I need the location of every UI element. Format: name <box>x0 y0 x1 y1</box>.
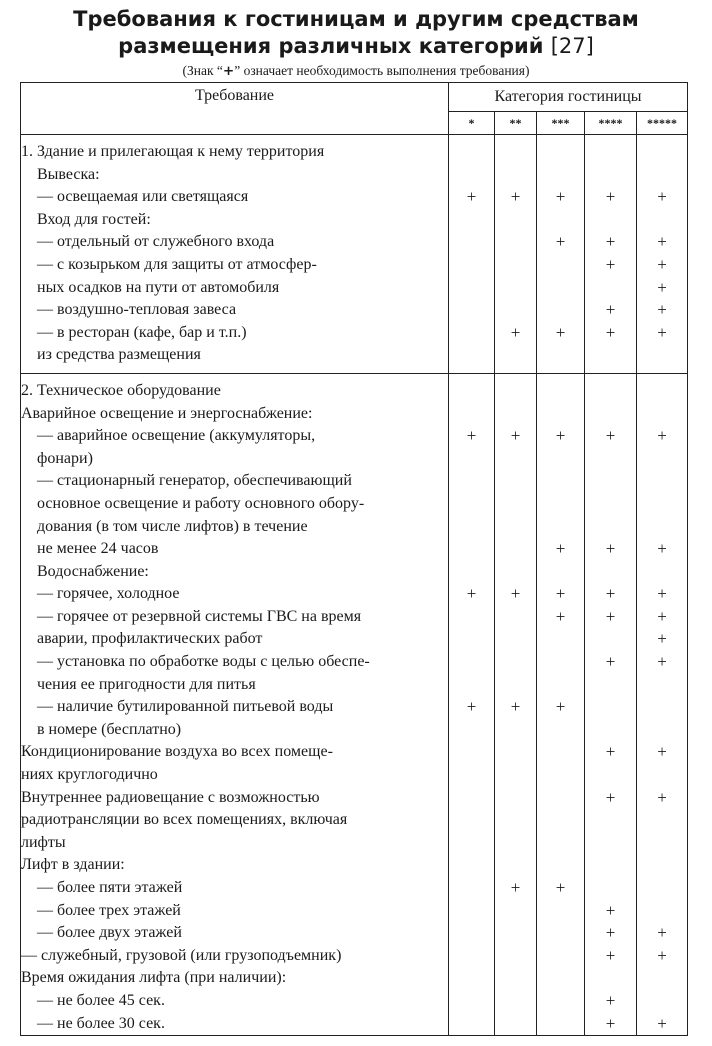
note-sign: + <box>222 63 235 79</box>
category-mark-2 <box>495 628 537 651</box>
requirements-table <box>20 82 688 1036</box>
category-mark-1 <box>449 344 495 367</box>
category-mark-5 <box>637 967 688 990</box>
category-mark-2 <box>495 209 537 232</box>
title-line-2-text: размещения различных категорий <box>118 34 544 58</box>
category-mark-3 <box>537 516 585 539</box>
category-mark-1: + <box>449 696 495 719</box>
requirement-cell: — более двух этажей <box>21 922 449 945</box>
category-mark-4 <box>585 277 637 300</box>
table-row <box>21 854 688 877</box>
category-mark-4: + <box>585 1013 637 1036</box>
category-mark-5 <box>637 380 688 403</box>
category-mark-3 <box>537 628 585 651</box>
category-mark-2 <box>495 231 537 254</box>
table-row <box>21 696 688 719</box>
title-reference: [27] <box>550 34 594 58</box>
table-row <box>21 344 688 367</box>
category-mark-3 <box>537 209 585 232</box>
category-mark-5 <box>637 209 688 232</box>
category-mark-5 <box>637 516 688 539</box>
requirement-cell: — более пяти этажей <box>21 877 449 900</box>
requirement-cell: — установка по обработке воды с целью обеспе- <box>21 651 449 674</box>
category-mark-5 <box>637 877 688 900</box>
table-row <box>21 922 688 945</box>
category-mark-2 <box>495 787 537 810</box>
requirement-cell: — в ресторан (кафе, бар и т.п.) <box>21 322 449 345</box>
table-row <box>21 787 688 810</box>
requirement-cell: — горячее от резервной системы ГВС на время <box>21 606 449 629</box>
category-mark-1 <box>449 854 495 877</box>
category-mark-1 <box>449 877 495 900</box>
requirement-cell: — наличие бутилированной питьевой воды <box>21 696 449 719</box>
category-mark-3 <box>537 741 585 764</box>
category-mark-4 <box>585 493 637 516</box>
requirement-cell: — с козырьком для защиты от атмосфер- <box>21 254 449 277</box>
requirement-cell: — служебный, грузовой (или грузоподъемник) <box>21 945 449 968</box>
category-mark-4: + <box>585 186 637 209</box>
title-line-2 <box>0 33 712 60</box>
category-mark-4 <box>585 674 637 697</box>
category-mark-3 <box>537 900 585 923</box>
category-mark-3 <box>537 967 585 990</box>
category-mark-2: + <box>495 186 537 209</box>
category-mark-2: + <box>495 877 537 900</box>
category-mark-3 <box>537 764 585 787</box>
table-row <box>21 945 688 968</box>
category-mark-1 <box>449 322 495 345</box>
requirement-cell: аварии, профилактических работ <box>21 628 449 651</box>
category-mark-5: + <box>637 922 688 945</box>
category-mark-3 <box>537 922 585 945</box>
category-mark-5: + <box>637 606 688 629</box>
table-row <box>21 516 688 539</box>
table-row <box>21 403 688 426</box>
category-mark-3 <box>537 164 585 187</box>
category-mark-5: + <box>637 277 688 300</box>
requirement-cell: ниях круглогодично <box>21 764 449 787</box>
category-mark-4 <box>585 561 637 584</box>
table-row <box>21 606 688 629</box>
category-mark-2 <box>495 141 537 164</box>
category-mark-5: + <box>637 1013 688 1036</box>
category-mark-3 <box>537 254 585 277</box>
category-mark-3 <box>537 651 585 674</box>
category-mark-5: + <box>637 299 688 322</box>
table-row <box>21 231 688 254</box>
category-mark-2 <box>495 470 537 493</box>
category-mark-5 <box>637 900 688 923</box>
category-mark-4 <box>585 209 637 232</box>
requirement-cell: Внутреннее радиовещание с возможностью <box>21 787 449 810</box>
note-before: (Знак “ <box>182 63 223 78</box>
category-mark-2 <box>495 832 537 855</box>
category-mark-4: + <box>585 900 637 923</box>
category-mark-1: + <box>449 186 495 209</box>
category-mark-1 <box>449 764 495 787</box>
category-mark-5 <box>637 561 688 584</box>
category-mark-1 <box>449 141 495 164</box>
category-mark-4 <box>585 854 637 877</box>
table-row <box>21 299 688 322</box>
category-mark-4 <box>585 470 637 493</box>
category-mark-4: + <box>585 583 637 606</box>
category-mark-3 <box>537 448 585 471</box>
category-mark-1 <box>449 516 495 539</box>
category-mark-4 <box>585 764 637 787</box>
table-row <box>21 141 688 164</box>
category-mark-3 <box>537 344 585 367</box>
table-row <box>21 764 688 787</box>
requirement-cell: Аварийное освещение и энергоснабжение: <box>21 403 449 426</box>
category-mark-4: + <box>585 606 637 629</box>
requirement-cell: — стационарный генератор, обеспечивающий <box>21 470 449 493</box>
table-row <box>21 719 688 742</box>
stars-header-1: * <box>449 112 495 135</box>
table-row <box>21 448 688 471</box>
stars-header-2: ** <box>495 112 537 135</box>
category-mark-1 <box>449 832 495 855</box>
category-mark-5 <box>637 719 688 742</box>
category-mark-2 <box>495 299 537 322</box>
category-mark-5: + <box>637 945 688 968</box>
category-mark-1 <box>449 990 495 1013</box>
category-mark-4 <box>585 380 637 403</box>
category-mark-4: + <box>585 425 637 448</box>
category-mark-5: + <box>637 741 688 764</box>
requirements-body <box>21 135 688 1036</box>
category-mark-3 <box>537 990 585 1013</box>
category-mark-2 <box>495 967 537 990</box>
category-mark-4 <box>585 967 637 990</box>
requirement-cell: Вход для гостей: <box>21 209 449 232</box>
category-mark-2 <box>495 561 537 584</box>
requirement-cell: Кондиционирование воздуха во всех помеще- <box>21 741 449 764</box>
category-mark-1 <box>449 277 495 300</box>
category-mark-2 <box>495 764 537 787</box>
category-mark-3 <box>537 493 585 516</box>
category-mark-2: + <box>495 425 537 448</box>
category-mark-2 <box>495 380 537 403</box>
category-mark-4 <box>585 164 637 187</box>
header-requirement: Требование <box>21 83 449 135</box>
category-mark-3 <box>537 403 585 426</box>
category-mark-4: + <box>585 922 637 945</box>
category-mark-1 <box>449 1013 495 1036</box>
table-row <box>21 164 688 187</box>
category-mark-4: + <box>585 787 637 810</box>
table-row <box>21 322 688 345</box>
category-mark-3 <box>537 945 585 968</box>
category-mark-1 <box>449 719 495 742</box>
category-mark-2 <box>495 277 537 300</box>
category-mark-5 <box>637 809 688 832</box>
table-row <box>21 900 688 923</box>
requirement-cell: чения ее пригодности для питья <box>21 674 449 697</box>
table-row <box>21 1013 688 1036</box>
requirement-cell: не менее 24 часов <box>21 538 449 561</box>
table-row <box>21 186 688 209</box>
requirement-cell: ных осадков на пути от автомобиля <box>21 277 449 300</box>
category-mark-1 <box>449 231 495 254</box>
category-mark-1 <box>449 809 495 832</box>
category-mark-4 <box>585 628 637 651</box>
requirement-cell: — аварийное освещение (аккумуляторы, <box>21 425 449 448</box>
table-row <box>21 425 688 448</box>
table-row <box>21 561 688 584</box>
table-row <box>21 380 688 403</box>
category-mark-5 <box>637 141 688 164</box>
stars-header-5: ***** <box>637 112 688 135</box>
category-mark-3: + <box>537 583 585 606</box>
category-mark-4 <box>585 719 637 742</box>
category-mark-3 <box>537 561 585 584</box>
category-mark-3: + <box>537 322 585 345</box>
category-mark-3: + <box>537 231 585 254</box>
stars-header-3: *** <box>537 112 585 135</box>
category-mark-5 <box>637 164 688 187</box>
table-row <box>21 209 688 232</box>
requirement-cell: 2. Техническое оборудование <box>21 380 449 403</box>
category-mark-5 <box>637 344 688 367</box>
requirement-cell: — отдельный от служебного входа <box>21 231 449 254</box>
category-mark-1: + <box>449 425 495 448</box>
category-mark-1: + <box>449 583 495 606</box>
category-mark-2 <box>495 606 537 629</box>
category-mark-5: + <box>637 425 688 448</box>
requirement-cell: — более трех этажей <box>21 900 449 923</box>
category-mark-2 <box>495 809 537 832</box>
title-line-1: Требования к гостиницам и другим средствам <box>73 7 639 31</box>
category-mark-2 <box>495 854 537 877</box>
category-mark-4 <box>585 344 637 367</box>
category-mark-1 <box>449 741 495 764</box>
document-title <box>0 6 712 60</box>
requirement-cell: Вывеска: <box>21 164 449 187</box>
category-mark-2 <box>495 922 537 945</box>
table-row <box>21 583 688 606</box>
category-mark-5: + <box>637 787 688 810</box>
category-mark-5 <box>637 403 688 426</box>
category-mark-3 <box>537 141 585 164</box>
category-mark-2 <box>495 403 537 426</box>
category-mark-4: + <box>585 538 637 561</box>
category-mark-4 <box>585 403 637 426</box>
requirement-cell: дования (в том числе лифтов) в течение <box>21 516 449 539</box>
category-mark-5: + <box>637 538 688 561</box>
category-mark-2 <box>495 741 537 764</box>
requirement-cell: в номере (бесплатно) <box>21 719 449 742</box>
category-mark-2 <box>495 990 537 1013</box>
category-mark-3 <box>537 299 585 322</box>
table-row <box>21 674 688 697</box>
category-mark-2 <box>495 254 537 277</box>
category-mark-2 <box>495 651 537 674</box>
category-mark-4: + <box>585 254 637 277</box>
category-mark-5 <box>637 448 688 471</box>
category-mark-2 <box>495 945 537 968</box>
category-mark-5: + <box>637 583 688 606</box>
category-mark-1 <box>449 651 495 674</box>
table-row <box>21 493 688 516</box>
table-row <box>21 628 688 651</box>
category-mark-1 <box>449 299 495 322</box>
requirement-cell: Лифт в здании: <box>21 854 449 877</box>
header-category: Категория гостиницы <box>449 83 688 112</box>
category-mark-4 <box>585 141 637 164</box>
table-row <box>21 254 688 277</box>
category-mark-4: + <box>585 945 637 968</box>
category-mark-2 <box>495 344 537 367</box>
category-mark-1 <box>449 606 495 629</box>
requirement-cell: — воздушно-тепловая завеса <box>21 299 449 322</box>
table-row <box>21 809 688 832</box>
category-mark-3 <box>537 787 585 810</box>
category-mark-1 <box>449 922 495 945</box>
category-mark-1 <box>449 538 495 561</box>
category-mark-4: + <box>585 231 637 254</box>
table-row <box>21 877 688 900</box>
category-mark-4: + <box>585 651 637 674</box>
category-mark-3 <box>537 809 585 832</box>
category-mark-5: + <box>637 186 688 209</box>
category-mark-1 <box>449 403 495 426</box>
category-mark-4 <box>585 877 637 900</box>
table-row <box>21 967 688 990</box>
category-mark-3 <box>537 1013 585 1036</box>
requirement-cell: — не более 30 сек. <box>21 1013 449 1036</box>
requirement-cell: Время ожидания лифта (при наличии): <box>21 967 449 990</box>
category-mark-2 <box>495 674 537 697</box>
table-row <box>21 990 688 1013</box>
category-mark-4: + <box>585 299 637 322</box>
category-mark-4 <box>585 809 637 832</box>
category-mark-5: + <box>637 254 688 277</box>
category-mark-1 <box>449 900 495 923</box>
category-mark-3: + <box>537 606 585 629</box>
requirement-cell: — не более 45 сек. <box>21 990 449 1013</box>
stars-header-4: **** <box>585 112 637 135</box>
category-mark-2 <box>495 164 537 187</box>
category-mark-3: + <box>537 538 585 561</box>
table-row <box>21 651 688 674</box>
category-mark-5 <box>637 764 688 787</box>
category-mark-5: + <box>637 322 688 345</box>
category-mark-3 <box>537 277 585 300</box>
category-mark-2 <box>495 719 537 742</box>
category-mark-1 <box>449 448 495 471</box>
requirement-cell: лифты <box>21 832 449 855</box>
category-mark-3 <box>537 380 585 403</box>
category-mark-4 <box>585 448 637 471</box>
category-mark-4: + <box>585 322 637 345</box>
category-mark-3 <box>537 832 585 855</box>
requirement-cell: — освещаемая или светящаяся <box>21 186 449 209</box>
category-mark-5 <box>637 696 688 719</box>
category-mark-5 <box>637 854 688 877</box>
requirement-cell: из средства размещения <box>21 344 449 367</box>
category-mark-1 <box>449 470 495 493</box>
category-mark-4 <box>585 832 637 855</box>
requirement-cell: фонари) <box>21 448 449 471</box>
category-mark-2 <box>495 516 537 539</box>
requirement-cell: основное освещение и работу основного обору- <box>21 493 449 516</box>
table-row <box>21 538 688 561</box>
category-mark-1 <box>449 628 495 651</box>
category-mark-5 <box>637 470 688 493</box>
requirement-cell: радиотрансляции во всех помещениях, включая <box>21 809 449 832</box>
category-mark-2 <box>495 900 537 923</box>
category-mark-4 <box>585 516 637 539</box>
category-mark-3 <box>537 470 585 493</box>
category-mark-2: + <box>495 696 537 719</box>
category-mark-1 <box>449 254 495 277</box>
category-mark-1 <box>449 380 495 403</box>
category-mark-5: + <box>637 231 688 254</box>
category-mark-1 <box>449 561 495 584</box>
table-row <box>21 832 688 855</box>
category-mark-2: + <box>495 322 537 345</box>
category-mark-3 <box>537 674 585 697</box>
table-row <box>21 470 688 493</box>
category-mark-1 <box>449 164 495 187</box>
category-mark-5: + <box>637 628 688 651</box>
category-mark-1 <box>449 967 495 990</box>
category-mark-1 <box>449 493 495 516</box>
category-mark-2 <box>495 538 537 561</box>
requirement-cell: Водоснабжение: <box>21 561 449 584</box>
requirement-cell: 1. Здание и прилегающая к нему территория <box>21 141 449 164</box>
category-mark-3: + <box>537 696 585 719</box>
category-mark-2 <box>495 448 537 471</box>
category-mark-3: + <box>537 186 585 209</box>
category-mark-5 <box>637 493 688 516</box>
table-row <box>21 741 688 764</box>
category-mark-5 <box>637 674 688 697</box>
category-mark-3 <box>537 719 585 742</box>
category-mark-5 <box>637 832 688 855</box>
category-mark-3 <box>537 854 585 877</box>
category-mark-2 <box>495 1013 537 1036</box>
category-mark-2: + <box>495 583 537 606</box>
category-mark-4: + <box>585 990 637 1013</box>
note-after: ” означает необходимость выполнения требования) <box>234 63 530 78</box>
category-mark-4: + <box>585 741 637 764</box>
table-row <box>21 277 688 300</box>
category-mark-5: + <box>637 651 688 674</box>
category-mark-5 <box>637 990 688 1013</box>
requirement-cell: — горячее, холодное <box>21 583 449 606</box>
category-mark-2 <box>495 493 537 516</box>
table-note <box>0 63 712 79</box>
category-mark-1 <box>449 209 495 232</box>
category-mark-3: + <box>537 425 585 448</box>
category-mark-3: + <box>537 877 585 900</box>
category-mark-1 <box>449 674 495 697</box>
category-mark-1 <box>449 787 495 810</box>
category-mark-1 <box>449 945 495 968</box>
category-mark-4 <box>585 696 637 719</box>
